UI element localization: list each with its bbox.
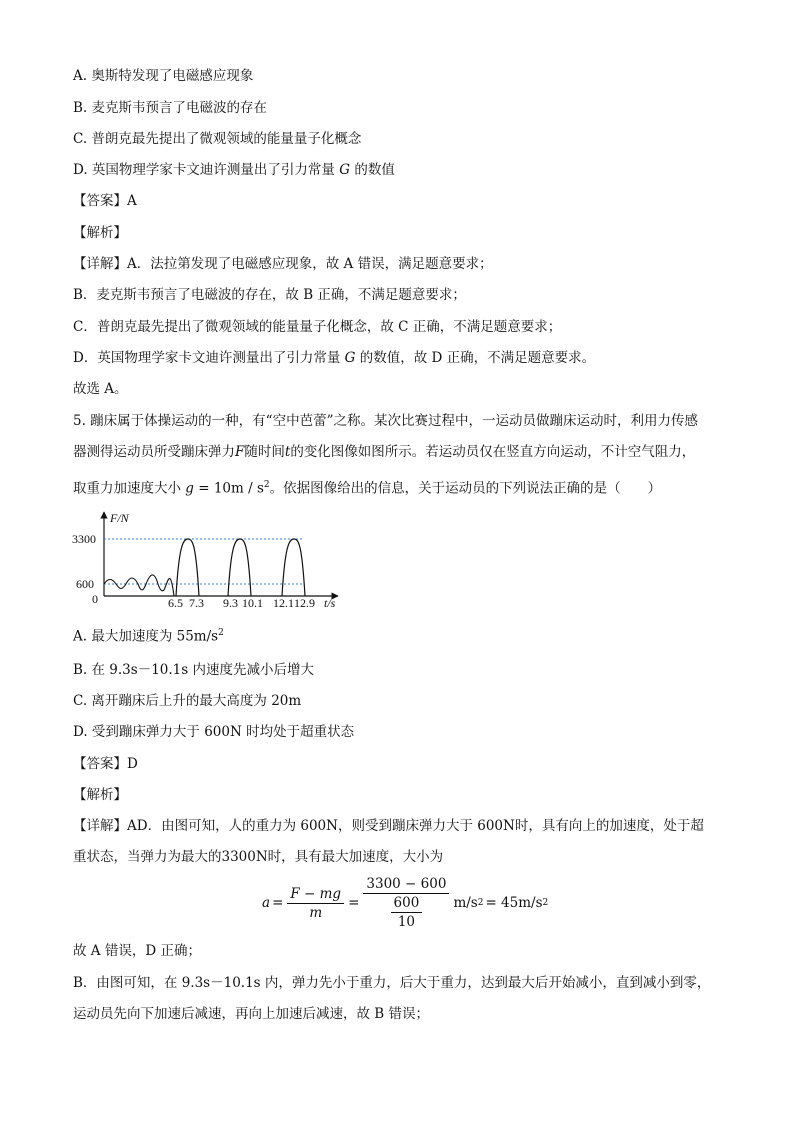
q5-stem-line1: 5. 蹦床属于体操运动的一种，有“空中芭蕾”之称。某次比赛过程中，一运动员做蹦床运动时，利用力传感 [73, 413, 698, 429]
fraction-numeric: $\frac{3300 - 600}{\frac{600}{10}}$ [363, 876, 449, 930]
q4-option-c: C. 普朗克最先提出了微观领域的能量量子化概念 [73, 131, 362, 147]
x-tick-9-3: 9.3 [223, 596, 238, 610]
x-tick-7-3: 7.3 [189, 596, 204, 610]
q5-ad-conclusion: 故 A 错误，D 正确； [73, 943, 201, 959]
q4-option-d: D. 英国物理学家卡文迪许测量出了引力常量 G 的数值 [73, 162, 395, 178]
x-tick-10-1: 10.1 [242, 596, 263, 610]
acceleration-formula: a = $\frac{F - mg}{m}$ = $\frac{3300 - 600}{\frac{600}{10}}$ m/s 2 = 45m/s 2 [262, 876, 549, 930]
x-axis-label: t/s [324, 596, 336, 610]
q5-stem-line3: 取重力加速度大小 $g = 10m / s^2$。依据图像给出的信息，关于运动员的下列说法正确的是（ ） [73, 480, 662, 497]
x-tick-12-1: 12.1 [273, 596, 294, 610]
q5-detail-b-line1: B．由图可知，在 9.3s－10.1s 内，弹力先小于重力，后大于重力，达到最大后开始减小，直到减小到零， [73, 975, 711, 991]
q4-answer: 【答案】A [73, 193, 137, 209]
force-peak-3 [282, 539, 305, 596]
fraction-denominator: $\frac{600}{10}$ [391, 895, 423, 930]
origin-label: 0 [92, 592, 98, 606]
q5-detail-ad-line1: 【详解】AD．由图可知，人的重力为 600N，则受到蹦床弹力大于 600N时，具有向上的加速度，处于超 [73, 818, 704, 834]
force-time-graph [70, 506, 350, 612]
q5-option-b: B. 在 9.3s－10.1s 内速度先减小后增大 [73, 662, 314, 678]
force-curve-oscillation [104, 575, 174, 596]
force-peak-1 [176, 539, 199, 596]
force-peak-2 [228, 539, 251, 596]
fraction-symbolic: $\frac{F - mg}{m}$ [287, 886, 344, 921]
q5-analysis-heading: 【解析】 [73, 787, 127, 803]
y-tick-3300: 3300 [72, 532, 96, 546]
q5-detail-ad-line2: 重状态，当弹力为最大的3300N时，具有最大加速度，大小为 [73, 849, 444, 865]
q5-detail-b-line2: 运动员先向下加速后减速，再向上加速后减速，故 B 错误； [73, 1006, 430, 1022]
y-tick-600: 600 [76, 577, 94, 591]
q4-detail-d: D．英国物理学家卡文迪许测量出了引力常量 G 的数值，故 D 正确，不满足题意要求。 [73, 350, 596, 366]
q5-answer: 【答案】D [73, 756, 138, 772]
q4-detail-a: 【详解】A．法拉第发现了电磁感应现象，故 A 错误，满足题意要求； [73, 256, 493, 272]
q4-option-b: B. 麦克斯韦预言了电磁波的存在 [73, 100, 268, 116]
q4-analysis-heading: 【解析】 [73, 225, 127, 241]
x-tick-12-9: 12.9 [294, 596, 315, 610]
q4-conclusion: 故选 A。 [73, 381, 128, 397]
q4-detail-b: B．麦克斯韦预言了电磁波的存在，故 B 正确，不满足题意要求； [73, 287, 466, 303]
x-tick-6-5: 6.5 [168, 596, 183, 610]
y-axis-label: F/N [110, 511, 129, 525]
q5-option-a: A. 最大加速度为 $55m/s^2$ [73, 628, 224, 645]
q5-option-d: D. 受到蹦床弹力大于 600N 时均处于超重状态 [73, 724, 355, 740]
q5-stem-line2: 器测得运动员所受蹦床弹力F随时间t的变化图像如图所示。若运动员仅在竖直方向运动，不计空气阻力， [73, 444, 696, 460]
q5-option-c: C. 离开蹦床后上升的最大高度为 20m [73, 693, 302, 709]
q4-detail-c: C．普朗克最先提出了微观领域的能量量子化概念，故 C 正确，不满足题意要求； [73, 319, 562, 335]
q4-option-a: A. 奥斯特发现了电磁感应现象 [73, 68, 254, 84]
